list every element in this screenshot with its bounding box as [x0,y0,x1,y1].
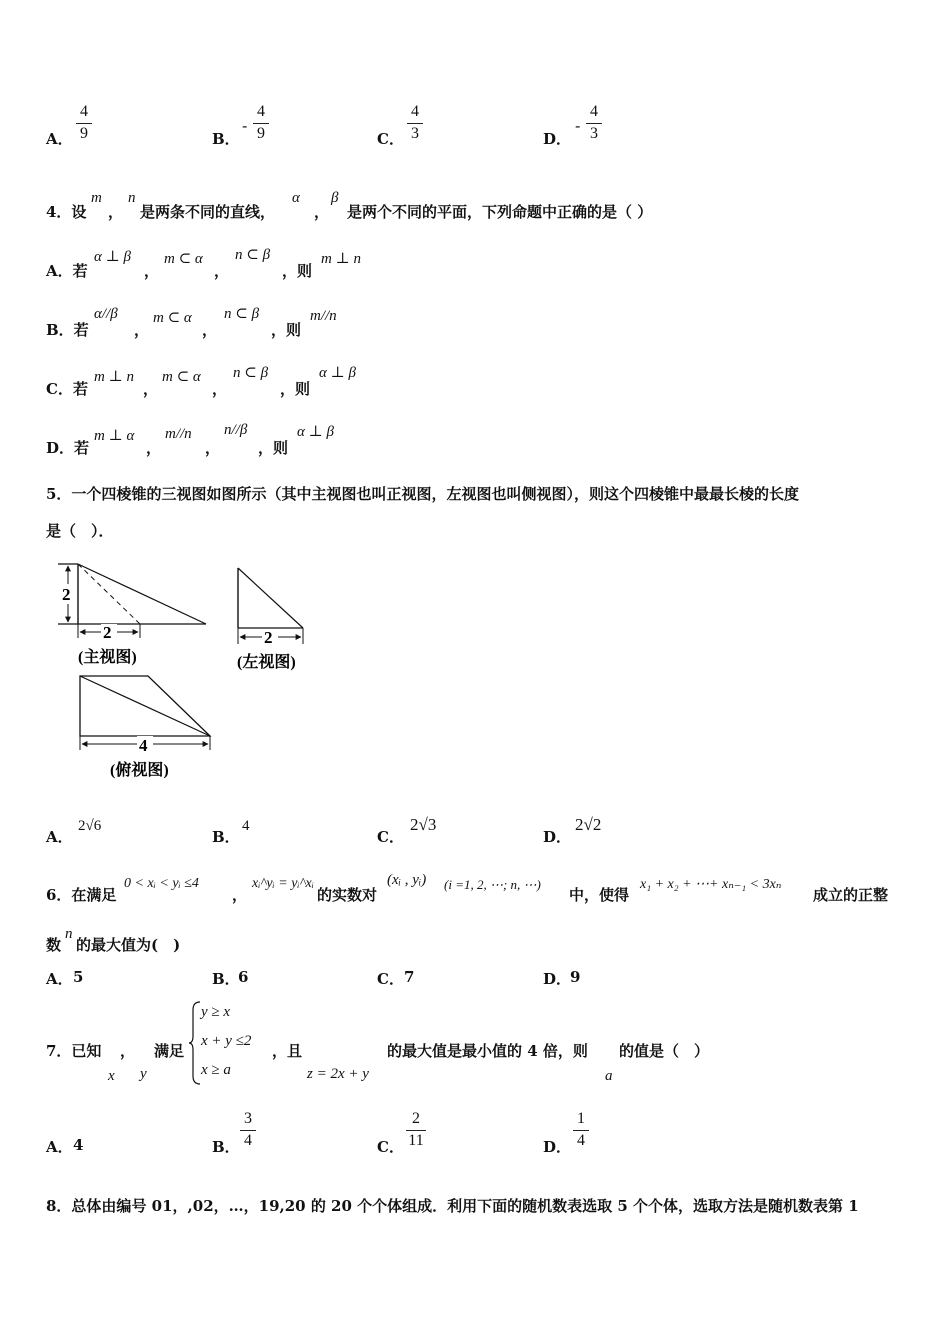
q8-line-1: 8．总体由编号 01，,02，…，19,20 的 20 个个体组成．利用下面的随机数表选取 5 个个体，选取方法是随机数表第 1 [46,1197,859,1215]
option-letter: B． [212,970,240,988]
q3-option-c-fraction: 4 3 [407,103,423,143]
option-letter: B．若 [46,321,89,339]
q7-label: 7．已知 [46,1042,102,1060]
q3-option-c-letter: C． [377,130,404,148]
option-value: 9 [570,968,581,986]
comma: ， [205,439,221,457]
condition-2: m//n [165,426,192,442]
condition-1: α//β [94,306,118,322]
q3-option-b-letter: B． [212,130,240,148]
conclusion: m//n [310,308,337,324]
comma: ， [146,439,162,457]
conclusion: α ⊥ β [297,424,334,440]
option-letter: A．若 [46,262,88,280]
conclusion: α ⊥ β [319,365,356,381]
conclusion: m ⊥ n [321,251,361,267]
q6-text: 中，使得 [569,886,630,904]
q6-condition-1: 0 < xᵢ < yᵢ ≤4 [124,876,199,891]
q3-option-a-fraction: 4 9 [76,103,92,143]
q3-option-d-fraction: 4 3 [586,103,602,143]
option-value: 5 [73,968,84,986]
option-letter: C． [377,828,404,846]
comma: ， [143,380,159,398]
three-view-figure [50,558,320,788]
option-value: 7 [404,968,415,986]
top-width-label: 4 [139,736,148,755]
option-letter: A． [46,828,73,846]
q7-text: 满足 [154,1042,185,1060]
q4-alpha: α [292,190,300,206]
condition-2: m ⊂ α [164,251,203,267]
side-view-caption: (左视图) [237,654,296,671]
option-letter: A． [46,1138,73,1156]
option-fraction: 1 4 [573,1110,589,1150]
option-letter: D．若 [46,439,90,457]
option-letter: A． [46,970,73,988]
q6-text: 的最大值为( ) [76,936,181,954]
q7-var-y: y [140,1066,147,1082]
then-word: ，则 [280,380,311,398]
option-letter: D． [543,1138,572,1156]
q7-constraint-1: y ≥ x [201,1004,231,1020]
q4-beta: β [331,190,339,206]
q6-inequality: x₁ + x₂ + ⋯+ xₙ₋₁ < 3xₙ [640,877,782,892]
q4-var-n: n [128,190,136,206]
q7-constraint-3: x ≥ a [201,1062,231,1078]
q6-condition-2: xᵢ^yᵢ = yᵢ^xᵢ [252,876,314,891]
option-letter: B． [212,828,240,846]
option-value: 6 [238,968,249,986]
q7-text: ，且 [272,1042,303,1060]
q4-sep: ， [108,203,124,221]
q5-line-1: 5．一个四棱锥的三视图如图所示（其中主视图也叫正视图，左视图也叫侧视图），则这个四棱锥中最最长棱的长度 [46,485,799,503]
condition-1: α ⊥ β [94,249,131,265]
q4-sep: ， [314,203,330,221]
condition-1: m ⊥ α [94,428,135,444]
q6-text: 的实数对 [317,886,378,904]
q3-option-d-sign: - [575,116,581,135]
option-value: 4 [73,1136,84,1154]
q7-text: 的值是（ ） [619,1042,710,1060]
condition-3: n ⊂ β [235,247,271,263]
q3-option-b-sign: - [242,116,248,135]
q7-var-a: a [605,1068,613,1084]
comma: ， [202,321,218,339]
q7-text: 的最大值是最小值的 4 倍，则 [387,1042,588,1060]
side-width-label: 2 [264,628,273,647]
q6-pair: (xᵢ , yᵢ) [387,872,427,888]
q6-index: (i =1, 2, ⋯; n, ⋯) [444,877,541,892]
option-value: 4 [242,818,250,834]
comma: ， [134,321,150,339]
then-word: ，则 [282,262,313,280]
front-width-label: 2 [103,623,112,642]
condition-2: m ⊂ α [153,310,192,326]
option-letter: C．若 [46,380,88,398]
comma: ， [212,380,228,398]
q6-sep: ， [232,886,248,904]
option-value: 2√2 [575,815,602,834]
q3-option-d-letter: D． [543,130,572,148]
comma: ， [214,262,230,280]
q4-label: 4．设 [46,203,87,221]
option-value: 2√3 [410,815,437,834]
q5-line-2: 是（ ）． [46,522,114,540]
q4-text: 是两个不同的平面，下列命题中正确的是（ ） [347,203,653,221]
q4-var-m: m [91,190,102,206]
condition-3: n ⊂ β [233,365,269,381]
option-fraction: 3 4 [240,1110,256,1150]
q6-label: 6．在满足 [46,886,117,904]
option-letter: D． [543,828,572,846]
brace-icon [188,1000,202,1086]
q7-sep: ， [120,1042,136,1060]
option-letter: C． [377,970,404,988]
q7-objective: z = 2x + y [307,1066,369,1082]
option-letter: C． [377,1138,404,1156]
front-view [58,564,206,666]
q7-constraint-2: x + y ≤2 [201,1033,252,1049]
front-height-label: 2 [62,585,71,604]
condition-1: m ⊥ n [94,369,134,385]
option-fraction: 2 11 [406,1110,426,1150]
top-view-caption: (俯视图) [110,762,169,779]
top-view [80,676,210,779]
front-view-caption: (主视图) [78,649,137,666]
q6-text: 成立的正整 [813,886,889,904]
then-word: ，则 [258,439,289,457]
option-letter: B． [212,1138,240,1156]
q6-var-n: n [65,926,73,942]
comma: ， [144,262,160,280]
condition-2: m ⊂ α [162,369,201,385]
q4-text: 是两条不同的直线， [140,203,276,221]
q6-text: 数 [46,936,62,954]
side-view [237,568,303,671]
q3-option-b-fraction: 4 9 [253,103,269,143]
option-value: 2√6 [78,818,102,834]
condition-3: n//β [224,422,248,438]
then-word: ，则 [271,321,302,339]
q7-var-x: x [108,1068,115,1084]
condition-3: n ⊂ β [224,306,260,322]
option-letter: D． [543,970,572,988]
q3-option-a-letter: A． [46,130,73,148]
